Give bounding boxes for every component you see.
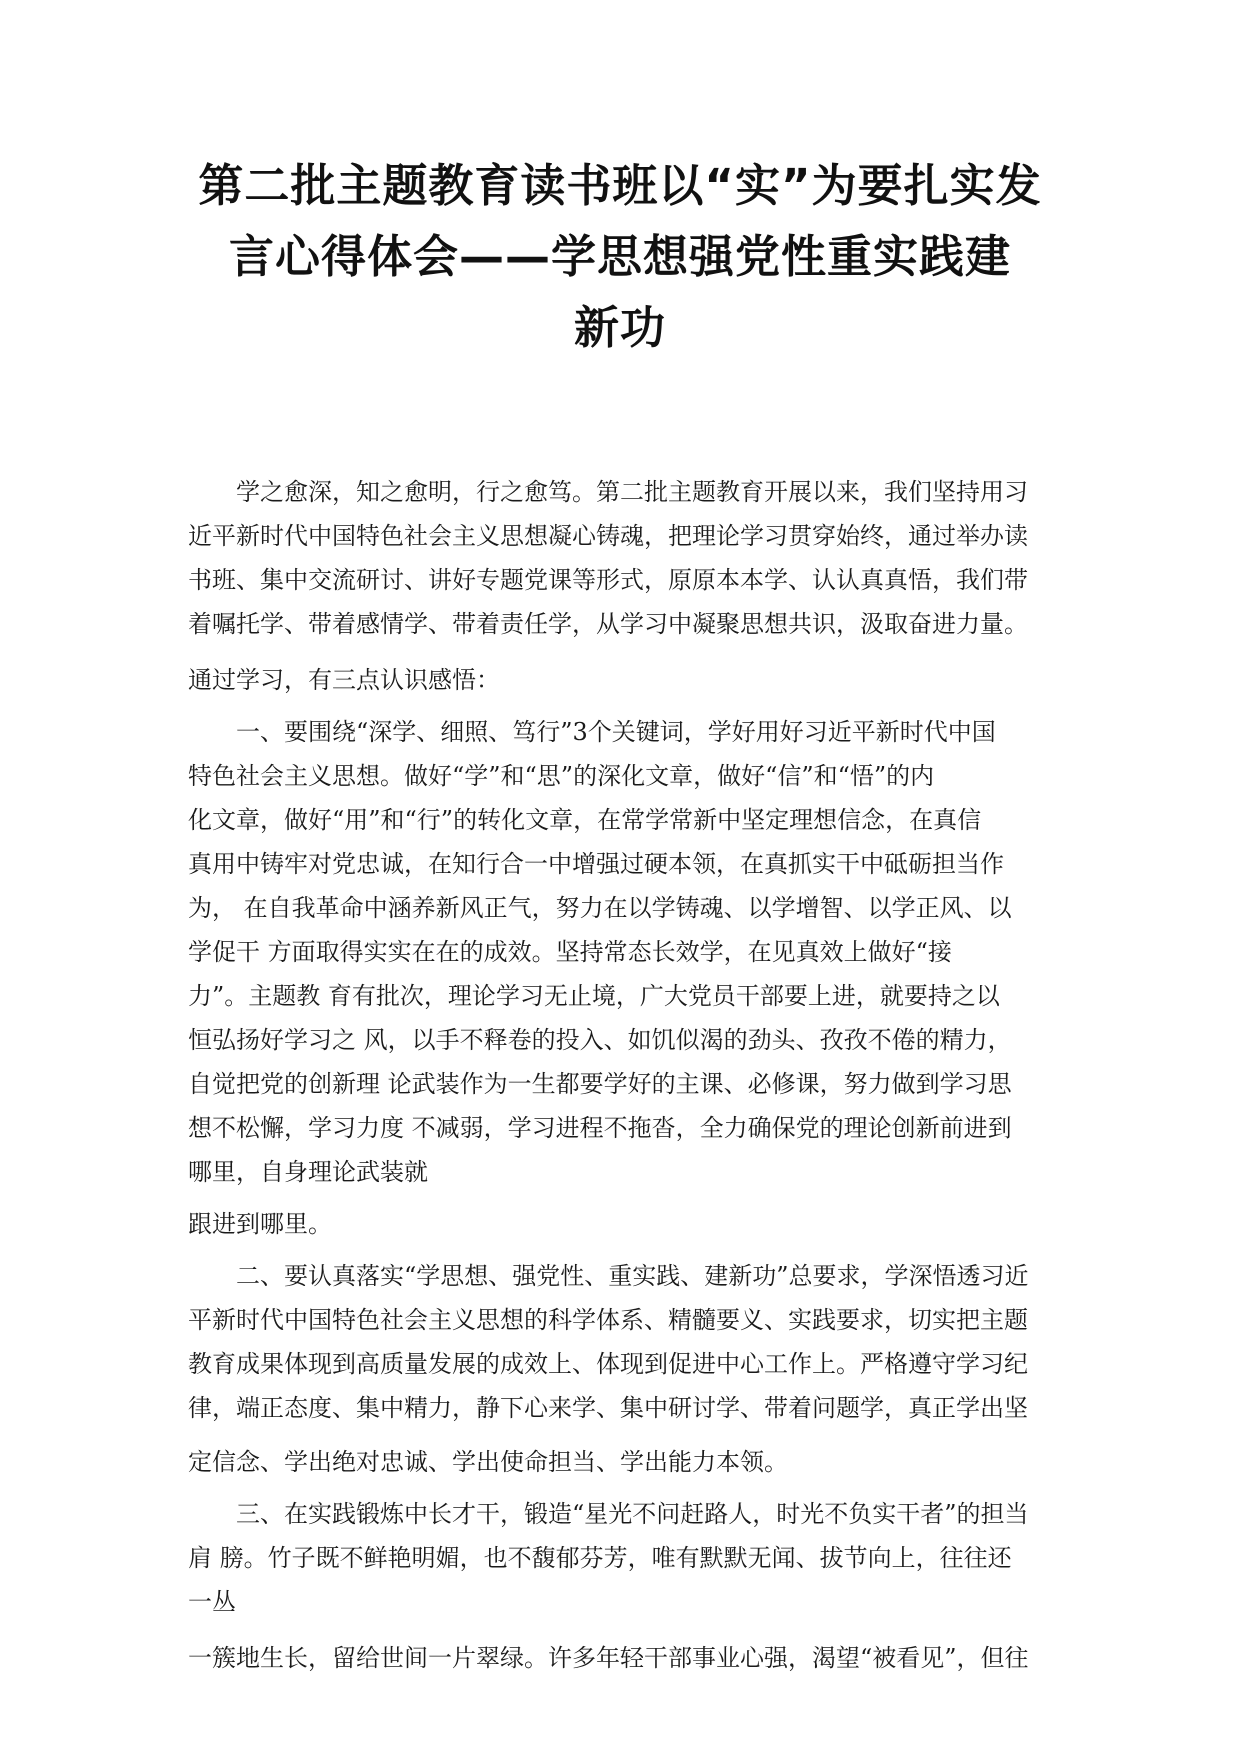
paragraph-line: 着嘱托学、带着感情学、带着责任学，从学习中凝聚思想共识，汲取奋进力量。 — [188, 610, 1028, 638]
paragraph-line: 特色社会主义思想。做好“学”和“思”的深化文章，做好“信”和“悟”的内 — [188, 762, 935, 790]
paragraph — [188, 1636, 1058, 1680]
paragraph-line: 肩 膀。竹子既不鲜艳明媚，也不馥郁芬芳，唯有默默无闻、拔节向上，往往还 — [188, 1544, 1012, 1572]
paragraph-line: 定信念、学出绝对忠诚、学出使命担当、学出能力本领。 — [188, 1448, 788, 1476]
paragraph-line: 哪里，自身理论武装就 — [188, 1158, 428, 1186]
paragraph — [188, 1492, 1058, 1624]
paragraph-line: 律，端正态度、集中精力，静下心来学、集中研讨学、带着问题学，真正学出坚 — [188, 1394, 1028, 1422]
paragraph-line: 一簇地生长，留给世间一片翠绿。许多年轻干部事业心强，渴望“被看见”，但往 — [188, 1644, 1029, 1672]
paragraph-line: 化文章，做好“用”和“行”的转化文章，在常学常新中坚定理想信念，在真信 — [188, 806, 982, 834]
paragraph — [188, 470, 1058, 646]
paragraph-line: 学促干 方面取得实实在在的成效。坚持常态长效学，在见真效上做好“接 — [188, 938, 952, 966]
title-line: 言心得体会——学思想强党性重实践建 — [228, 230, 1011, 283]
title-line: 新功 — [573, 301, 666, 354]
paragraph — [188, 1254, 1058, 1430]
paragraph-line: 跟进到哪里。 — [188, 1210, 332, 1238]
paragraph-line: 为， 在自我革命中涵养新风正气，努力在以学铸魂、以学增智、以学正风、以 — [188, 894, 1012, 922]
paragraph-line: 力”。主题教 育有批次，理论学习无止境，广大党员干部要上进，就要持之以 — [188, 982, 1000, 1010]
paragraph-line: 学之愈深，知之愈明，行之愈笃。第二批主题教育开展以来，我们坚持用习 — [236, 478, 1028, 506]
paragraph — [188, 1202, 1058, 1246]
paragraph-line: 一、要围绕“深学、细照、笃行”3个关键词，学好用好习近平新时代中国 — [236, 718, 996, 746]
title-line: 第二批主题教育读书班以“实”为要扎实发 — [198, 159, 1042, 212]
paragraph — [188, 710, 1058, 1194]
paragraph-line: 近平新时代中国特色社会主义思想凝心铸魂，把理论学习贯穿始终，通过举办读 — [188, 522, 1028, 550]
paragraph — [188, 1440, 1058, 1484]
paragraph-line: 三、在实践锻炼中长才干，锻造“星光不问赶路人，时光不负实干者”的担当 — [236, 1500, 1029, 1528]
paragraph-line: 一丛 — [188, 1588, 236, 1616]
document-title — [150, 150, 1090, 363]
paragraph-line: 二、要认真落实“学思想、强党性、重实践、建新功”总要求，学深悟透习近 — [236, 1262, 1029, 1290]
paragraph-line: 想不松懈，学习力度 不减弱，学习进程不拖沓，全力确保党的理论创新前进到 — [188, 1114, 1012, 1142]
paragraph-line: 平新时代中国特色社会主义思想的科学体系、精髓要义、实践要求，切实把主题 — [188, 1306, 1028, 1334]
paragraph — [188, 658, 1058, 702]
paragraph-line: 教育成果体现到高质量发展的成效上、体现到促进中心工作上。严格遵守学习纪 — [188, 1350, 1028, 1378]
paragraph-line: 恒弘扬好学习之 风，以手不释卷的投入、如饥似渴的劲头、孜孜不倦的精力， — [188, 1026, 1012, 1054]
paragraph-line: 自觉把党的创新理 论武装作为一生都要学好的主课、必修课，努力做到学习思 — [188, 1070, 1012, 1098]
paragraph-line: 真用中铸牢对党忠诚，在知行合一中增强过硬本领，在真抓实干中砥砺担当作 — [188, 850, 1004, 878]
document-body — [188, 470, 1058, 1680]
paragraph-line: 通过学习，有三点认识感悟： — [188, 666, 500, 694]
paragraph-line: 书班、集中交流研讨、讲好专题党课等形式，原原本本学、认认真真悟，我们带 — [188, 566, 1028, 594]
